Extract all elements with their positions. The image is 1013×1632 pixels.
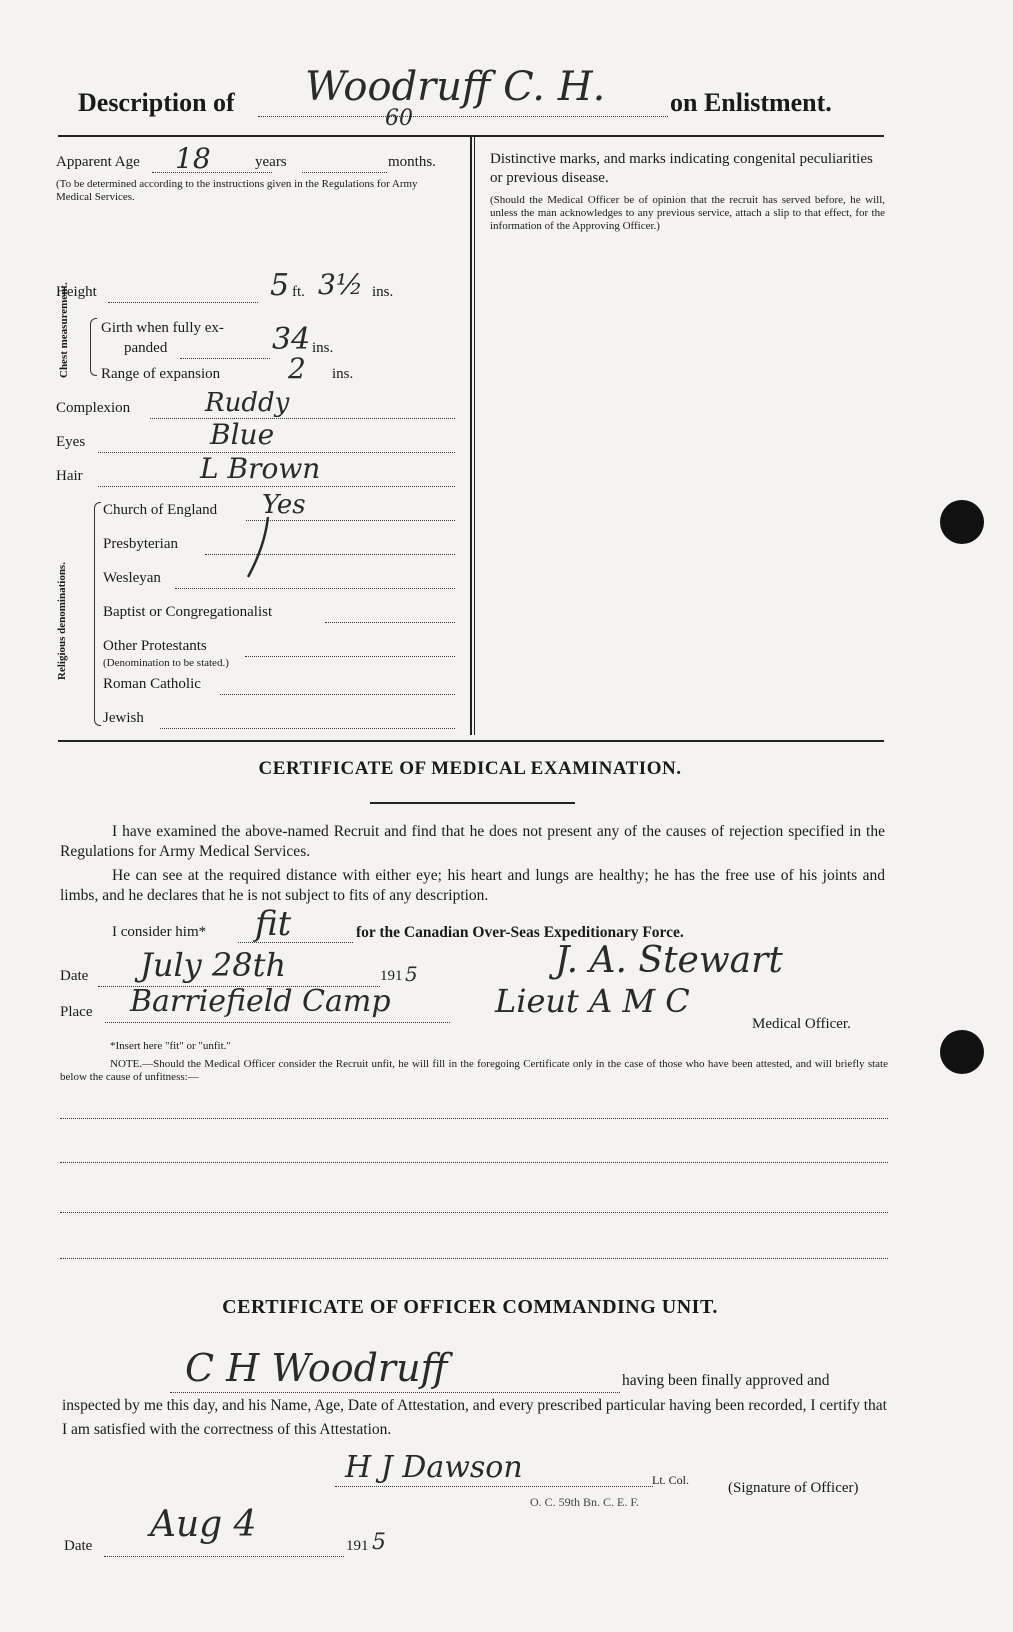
range-label: Range of expansion — [101, 366, 221, 382]
medical-title: CERTIFICATE OF MEDICAL EXAMINATION. — [258, 758, 682, 779]
religion-presbyterian: Presbyterian — [103, 536, 178, 552]
ft-label: ft. — [292, 284, 305, 300]
commanding-unit-stamp: O. C. 59th Bn. C. E. F. — [530, 1495, 640, 1509]
commanding-title: CERTIFICATE OF OFFICER COMMANDING UNIT. — [222, 1296, 718, 1318]
commanding-text-1: having been finally approved and — [622, 1372, 830, 1389]
complexion-value: Ruddy — [205, 388, 290, 418]
age-line — [152, 172, 272, 173]
religion-bracket-mark — [238, 515, 278, 585]
roman-catholic-line — [220, 694, 455, 695]
signature-of-officer-label: (Signature of Officer) — [728, 1480, 859, 1496]
height-in-value: 3½ — [318, 268, 363, 301]
commanding-year-value: 5 — [372, 1530, 386, 1555]
commanding-name-line — [170, 1392, 620, 1393]
header-name-extra: 60 — [385, 106, 413, 131]
months-label: months. — [388, 154, 436, 170]
header-suffix: on Enlistment. — [670, 88, 832, 117]
medical-officer-label: Medical Officer. — [752, 1016, 851, 1032]
commanding-date-line — [104, 1556, 344, 1557]
hair-line — [98, 486, 455, 487]
header-prefix: Description of — [78, 88, 235, 117]
medical-date-value: July 28th — [140, 946, 287, 984]
punch-hole-top — [940, 500, 984, 544]
medical-signature-2: Lieut A M C — [495, 982, 690, 1020]
months-line — [302, 172, 387, 173]
medical-note: NOTE.—Should the Medical Officer consider the Recruit unfit, he will fill in the foregoing Certificate only in the case of those who have been attested, and will briefly state below the cause of unfitness:— — [60, 1058, 888, 1083]
religion-jewish: Jewish — [103, 710, 144, 726]
height-line — [108, 302, 258, 303]
fit-value: fit — [255, 904, 292, 944]
medical-year-value: 5 — [405, 962, 418, 986]
column-divider-double — [474, 137, 475, 735]
insert-note: *Insert here "fit" or "unfit." — [110, 1040, 231, 1052]
height-label: Height — [56, 284, 97, 300]
girth-label-2: panded — [124, 340, 168, 356]
girth-label-1: Girth when fully ex- — [101, 320, 224, 336]
commanding-year-printed: 191 — [346, 1538, 369, 1554]
commanding-name-value: C H Woodruff — [185, 1346, 448, 1390]
medical-para-2: He can see at the required distance with either eye; his heart and lungs are healthy; he has the free use of his joints and limbs, and he declares that he is not subject to fits of any description. — [60, 867, 885, 904]
religion-baptist: Baptist or Congregationalist — [103, 604, 273, 620]
presbyterian-line — [205, 554, 455, 555]
medical-title-underline — [370, 802, 575, 804]
girth-line — [180, 358, 270, 359]
range-ins-label: ins. — [332, 366, 354, 382]
header-name-line — [258, 116, 668, 117]
girth-value: 34 — [272, 322, 311, 357]
complexion-label: Complexion — [56, 400, 131, 416]
column-divider — [470, 137, 472, 735]
denomination-note: (Denomination to be stated.) — [103, 657, 229, 669]
religion-vertical-label: Religious denominations. — [56, 562, 68, 680]
chest-brace — [90, 318, 97, 376]
range-value: 2 — [288, 352, 306, 385]
ins-label: ins. — [372, 284, 394, 300]
jewish-line — [160, 728, 455, 729]
punch-hole-bottom — [940, 1030, 984, 1074]
commanding-rank: Lt. Col. — [652, 1473, 690, 1487]
commanding-signature: H J Dawson — [345, 1450, 523, 1485]
unfitness-line-2 — [60, 1162, 888, 1163]
marks-note: (Should the Medical Officer be of opinion that the recruit has served before, he will, unless the man acknowledges to any previous service, attach a slip to that effect, for the information of the Approving Officer.) — [490, 194, 885, 232]
commanding-text-2: inspected by me this day, and his Name, Age, Date of Attestation, and every prescribed particular having been recorded, I certify that I am satisfied with the correctness of this Attestation. — [62, 1397, 887, 1438]
age-value: 18 — [175, 142, 211, 175]
baptist-line — [325, 622, 455, 623]
hair-label: Hair — [56, 468, 83, 484]
hair-value: L Brown — [200, 452, 321, 485]
unfitness-line-4 — [60, 1258, 888, 1259]
consider-label: I consider him* — [112, 924, 207, 940]
medical-year-printed: 191 — [380, 968, 403, 984]
place-value: Barriefield Camp — [130, 984, 391, 1019]
section-rule-1 — [58, 740, 884, 742]
commanding-date-value: Aug 4 — [150, 1504, 257, 1545]
marks-title: Distinctive marks, and marks indicating congenital peculiarities or previous disease. — [490, 151, 873, 186]
medical-signature-1: J. A. Stewart — [555, 940, 783, 981]
other-protestants-line — [245, 656, 455, 657]
unfitness-line-3 — [60, 1212, 888, 1213]
place-line — [105, 1022, 450, 1023]
medical-date-label: Date — [60, 968, 89, 984]
unfitness-line-1 — [60, 1118, 888, 1119]
years-label: years — [255, 154, 287, 170]
religion-wesleyan: Wesleyan — [103, 570, 161, 586]
complexion-line — [150, 418, 455, 419]
commanding-date-label: Date — [64, 1538, 93, 1554]
religion-other-protestants: Other Protestants — [103, 638, 207, 654]
medical-para-1: I have examined the above-named Recruit and find that he does not present any of the causes of rejection specified in the Regulations for Army Medical Services. — [60, 823, 885, 860]
girth-ins-label: ins. — [312, 340, 334, 356]
commanding-signature-line — [335, 1486, 653, 1487]
header-name-handwritten: Woodruff C. H. — [305, 64, 606, 110]
apparent-age-label: Apparent Age — [56, 154, 140, 170]
age-note: (To be determined according to the instructions given in the Regulations for Army Medical Services. — [56, 178, 418, 203]
eyes-label: Eyes — [56, 434, 86, 450]
place-label: Place — [60, 1004, 93, 1020]
eyes-value: Blue — [210, 418, 275, 451]
chest-vertical-label: Chest measurement. — [58, 282, 70, 378]
religion-roman-catholic: Roman Catholic — [103, 676, 201, 692]
height-ft-value: 5 — [270, 268, 290, 303]
church-value: Yes — [262, 490, 306, 520]
force-label: for the Canadian Over-Seas Expeditionary Force. — [356, 924, 684, 941]
religion-church-of-england: Church of England — [103, 502, 218, 518]
religion-brace — [94, 502, 101, 726]
wesleyan-line — [175, 588, 455, 589]
